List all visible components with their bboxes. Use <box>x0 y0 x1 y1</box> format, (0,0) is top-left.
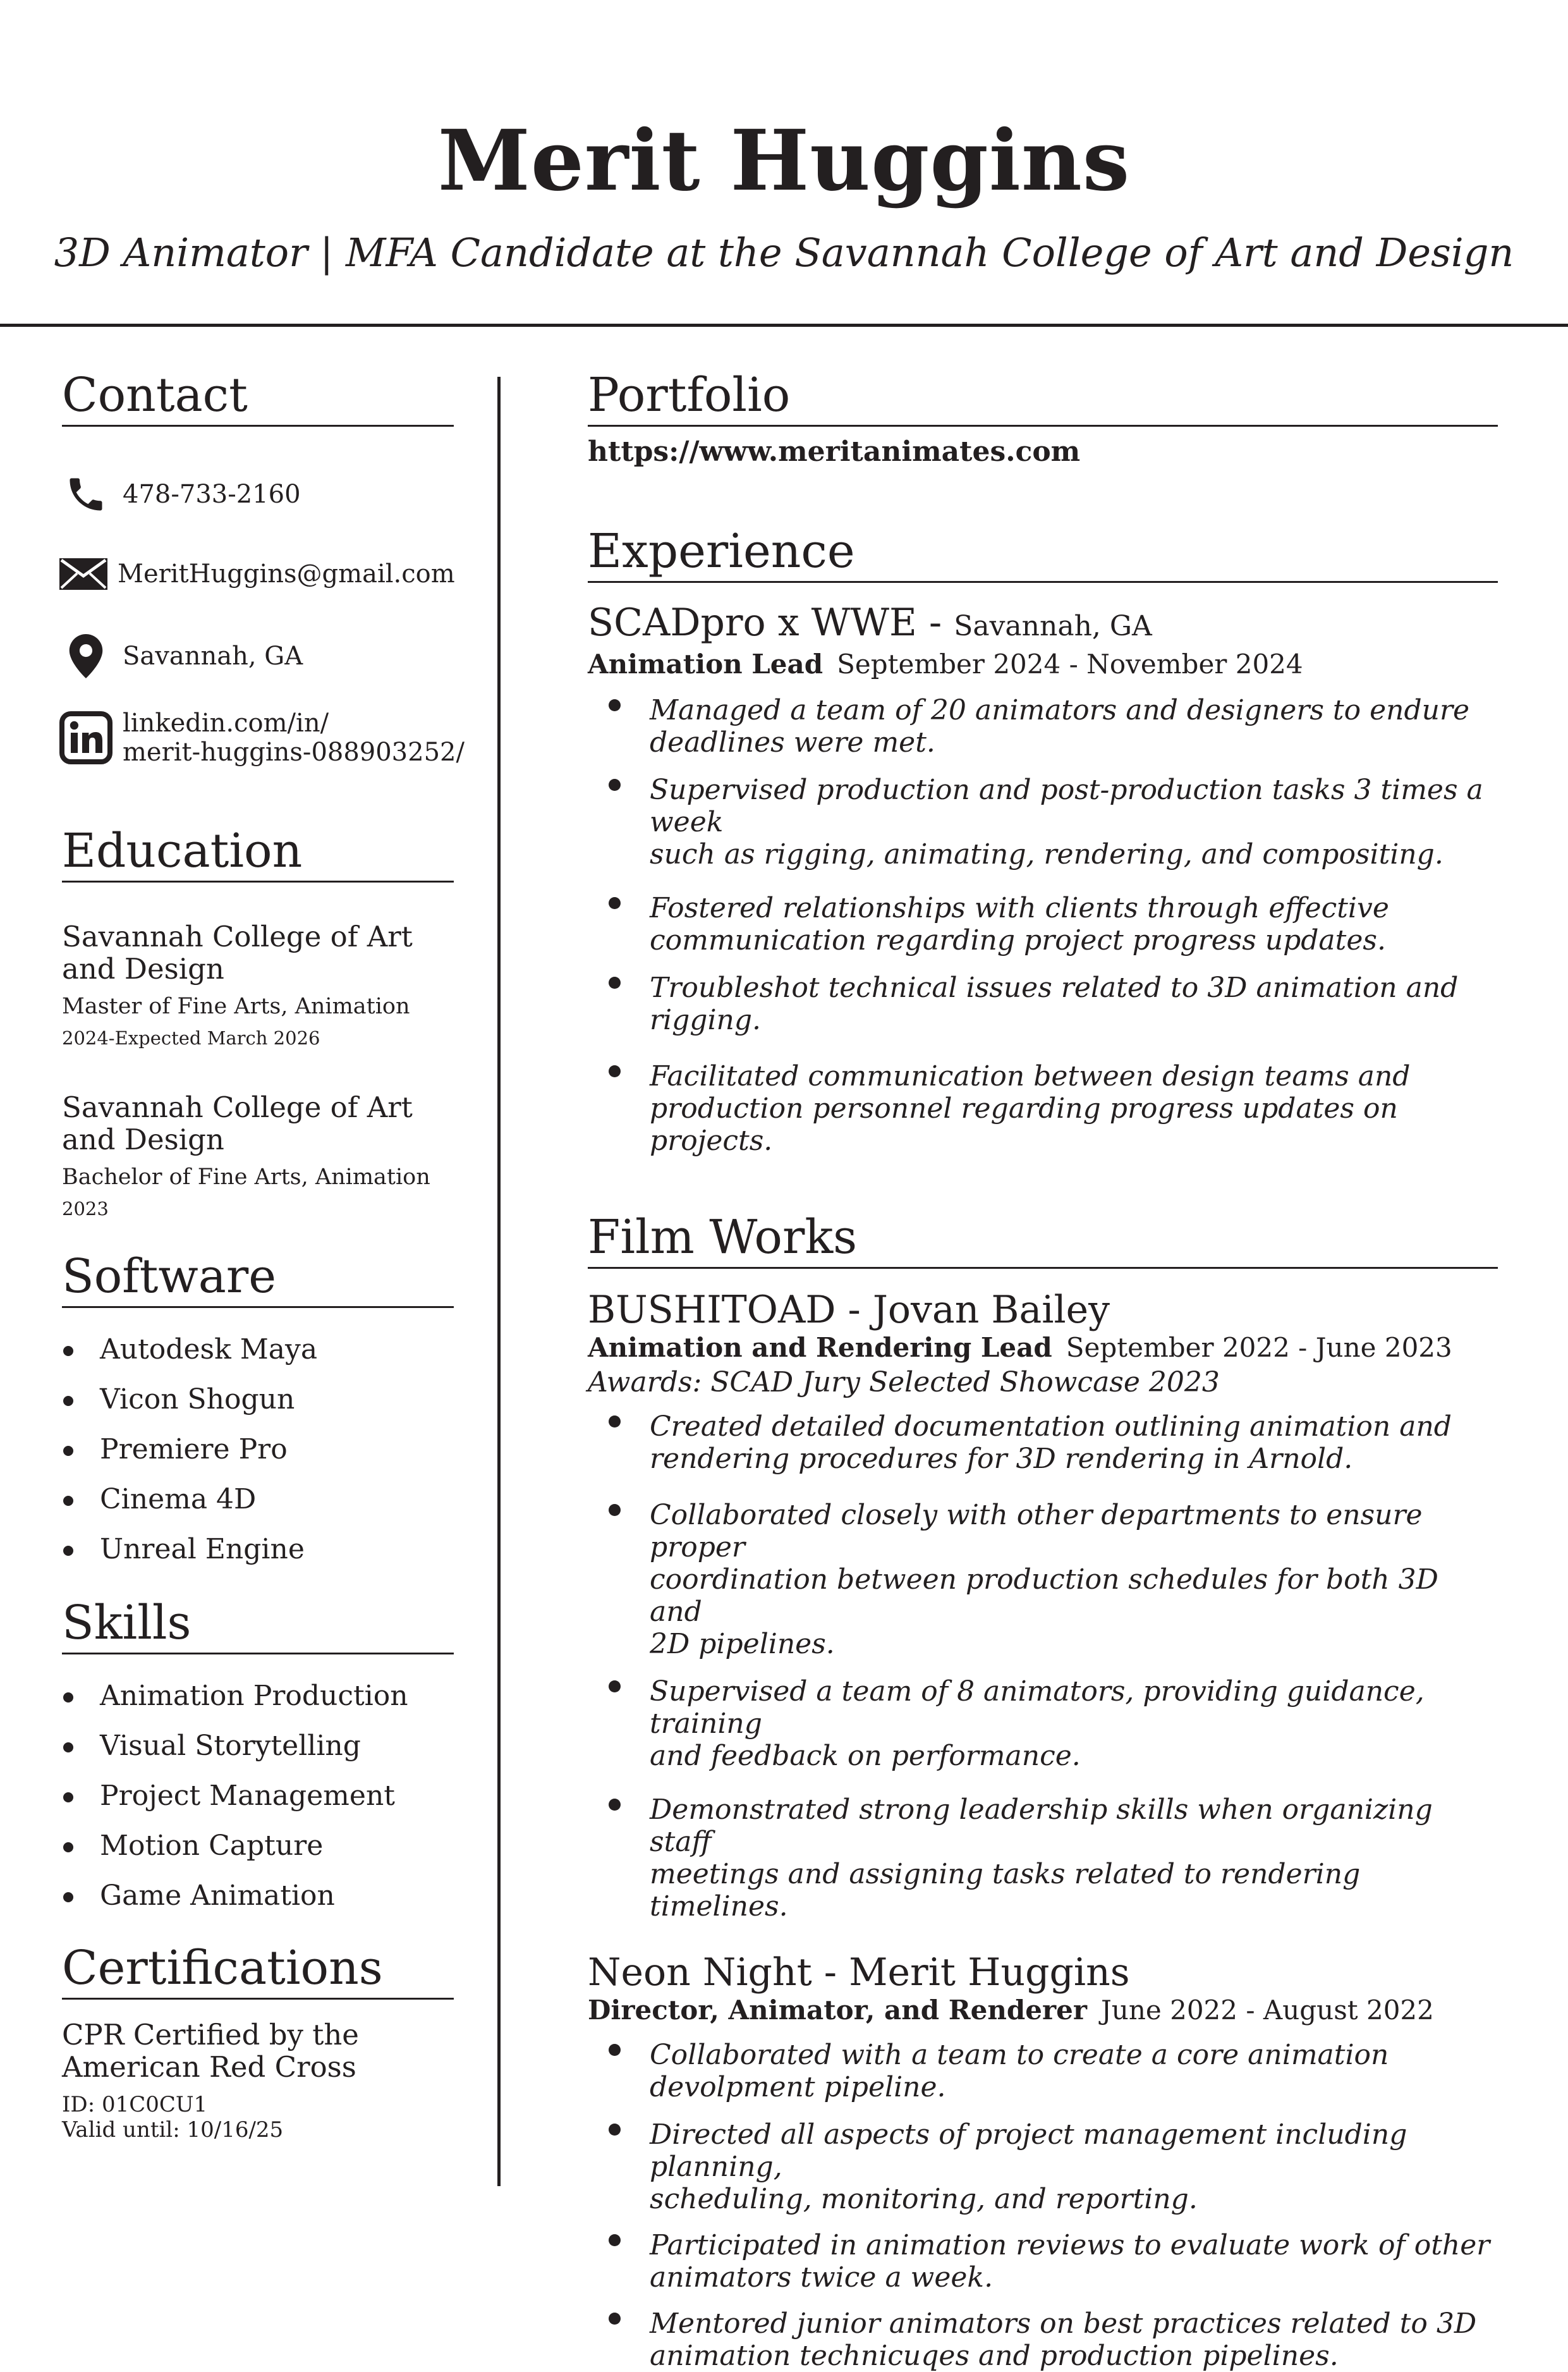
bullet-icon <box>609 2124 621 2136</box>
bullet-icon <box>63 1546 73 1556</box>
entry-dates: June 2022 - August 2022 <box>1100 1995 1434 2026</box>
bullet-icon <box>609 977 621 989</box>
film-entry <box>588 1950 1498 2372</box>
location-text: Savannah, GA <box>123 642 303 671</box>
phone-number[interactable]: 478-733-2160 <box>123 480 301 509</box>
bullet-icon <box>63 1742 73 1752</box>
skill-item: Motion Capture <box>62 1821 454 1871</box>
bullet-icon <box>609 2313 621 2325</box>
task-item: Facilitated communication between design teams and production personnel regarding progress updates on projects. <box>588 1060 1498 1157</box>
entry-role: Director, Animator, and Renderer <box>588 1995 1087 2026</box>
bullet-icon <box>609 779 621 791</box>
resume-subtitle: 3D Animator | MFA Candidate at the Savannah College of Art and Design <box>54 229 1514 276</box>
education-entry <box>62 920 454 1051</box>
software-item: Unreal Engine <box>62 1524 454 1574</box>
contact-email <box>62 546 454 602</box>
email-address[interactable]: MeritHuggins@gmail.com <box>118 559 455 589</box>
entry-title: BUSHITOAD - Jovan Bailey <box>588 1288 1110 1332</box>
entry-role: Animation and Rendering Lead <box>588 1332 1052 1363</box>
bullet-icon <box>63 1396 73 1406</box>
resume-name: Merit Huggins <box>437 112 1131 210</box>
task-list <box>588 2039 1498 2372</box>
header-divider <box>0 324 1568 327</box>
bullet-icon <box>63 1496 73 1506</box>
entry-awards: Awards: SCAD Jury Selected Showcase 2023 <box>588 1366 1220 1398</box>
task-list <box>588 1410 1498 1923</box>
left-column <box>62 367 465 2143</box>
linkedin-line-1: linkedin.com/in/ <box>123 709 329 738</box>
software-list <box>62 1324 454 1574</box>
education-school: Savannah College of Art and Design <box>62 1091 413 1156</box>
task-item: Supervised production and post-production tasks 3 times a week such as rigging, animating, rendering, and compositing. <box>588 774 1498 871</box>
contact-linkedin <box>62 700 465 776</box>
bullet-icon <box>63 1792 73 1802</box>
education-degree: Bachelor of Fine Arts, Animation <box>62 1165 430 1190</box>
phone-icon <box>59 468 112 521</box>
task-item: Supervised a team of 8 animators, providing guidance, training and feedback on performance. <box>588 1675 1498 1772</box>
certifications-heading: Certifications <box>62 1940 454 2000</box>
entry-title: SCADpro x WWE - Savannah, GA <box>588 601 1152 645</box>
location-pin-icon <box>59 630 112 683</box>
education-school: Savannah College of Art and Design <box>62 920 413 986</box>
skills-heading: Skills <box>62 1594 454 1654</box>
skill-item: Animation Production <box>62 1671 454 1721</box>
right-column <box>588 367 1498 2372</box>
certification-valid-until: Valid until: 10/16/25 <box>62 2117 284 2143</box>
task-item: Directed all aspects of project management including planning, scheduling, monitoring, and reporting. <box>588 2118 1498 2215</box>
bullet-icon <box>609 2044 621 2056</box>
education-entry <box>62 1091 454 1221</box>
software-item: Autodesk Maya <box>62 1324 454 1374</box>
contact-phone <box>62 466 454 523</box>
task-list <box>588 694 1498 1157</box>
bullet-icon <box>63 1692 73 1703</box>
certification-id: ID: 01C0CU1 <box>62 2092 208 2117</box>
skill-item: Game Animation <box>62 1871 454 1921</box>
bullet-icon <box>63 1842 73 1852</box>
task-item: Managed a team of 20 animators and designers to endure deadlines were met. <box>588 694 1498 759</box>
bullet-icon <box>63 1892 73 1902</box>
entry-role: Animation Lead <box>588 649 824 680</box>
task-item: Troubleshot technical issues related to 3D animation and rigging. <box>588 972 1498 1036</box>
bullet-icon <box>609 1415 621 1427</box>
bullet-icon <box>63 1446 73 1456</box>
task-item: Created detailed documentation outlining animation and rendering procedures for 3D rendering in Arnold. <box>588 1410 1498 1475</box>
education-degree: Master of Fine Arts, Animation <box>62 994 410 1019</box>
education-heading: Education <box>62 822 454 883</box>
task-item: Mentored junior animators on best practices related to 3D animation technicuqes and production pipelines. <box>588 2308 1498 2372</box>
film-entry <box>588 1288 1498 1923</box>
entry-location: Savannah, GA <box>954 610 1152 642</box>
task-item: Demonstrated strong leadership skills when organizing staff meetings and assigning tasks related to rendering timelines. <box>588 1794 1498 1923</box>
portfolio-url[interactable]: https://www.meritanimates.com <box>588 436 1081 468</box>
software-item: Vicon Shogun <box>62 1374 454 1424</box>
entry-dates: September 2022 - June 2023 <box>1066 1332 1452 1363</box>
bullet-icon <box>63 1346 73 1356</box>
skill-item: Visual Storytelling <box>62 1721 454 1771</box>
software-heading: Software <box>62 1248 454 1308</box>
entry-meta <box>588 1332 1498 1364</box>
certification-title: CPR Certified by the American Red Cross <box>62 2018 359 2084</box>
bullet-icon <box>609 1504 621 1516</box>
software-item: Cinema 4D <box>62 1474 454 1524</box>
linkedin-icon <box>59 711 112 764</box>
task-item: Fostered relationships with clients through effective communication regarding project progress updates. <box>588 892 1498 957</box>
contact-heading: Contact <box>62 367 454 427</box>
task-item: Collaborated closely with other departments to ensure proper coordination between production schedules for both 3D and 2D pipelines. <box>588 1499 1498 1660</box>
entry-title: Neon Night - Merit Huggins <box>588 1950 1130 1995</box>
software-item: Premiere Pro <box>62 1424 454 1474</box>
bullet-icon <box>609 1799 621 1811</box>
bullet-icon <box>609 897 621 909</box>
skill-item: Project Management <box>62 1771 454 1821</box>
entry-dates: September 2024 - November 2024 <box>837 649 1303 680</box>
linkedin-line-2: merit-huggins-088903252/ <box>123 738 465 767</box>
portfolio-heading: Portfolio <box>588 367 1498 427</box>
education-date: 2024-Expected March 2026 <box>62 1027 320 1049</box>
skills-list <box>62 1671 454 1921</box>
entry-meta <box>588 649 1498 680</box>
film-works-heading: Film Works <box>588 1209 1498 1269</box>
email-icon <box>59 547 107 601</box>
bullet-icon <box>609 1680 621 1692</box>
task-item: Collaborated with a team to create a core animation devolpment pipeline. <box>588 2039 1498 2103</box>
contact-location <box>62 628 454 685</box>
bullet-icon <box>609 699 621 711</box>
linkedin-url[interactable] <box>123 709 465 767</box>
bullet-icon <box>609 1065 621 1077</box>
experience-entry <box>588 601 1498 1157</box>
task-item: Participated in animation reviews to evaluate work of other animators twice a week. <box>588 2229 1498 2294</box>
bullet-icon <box>609 2234 621 2246</box>
column-divider <box>497 377 501 2186</box>
education-date: 2023 <box>62 1198 109 1220</box>
experience-heading: Experience <box>588 523 1498 583</box>
entry-meta <box>588 1995 1498 2026</box>
